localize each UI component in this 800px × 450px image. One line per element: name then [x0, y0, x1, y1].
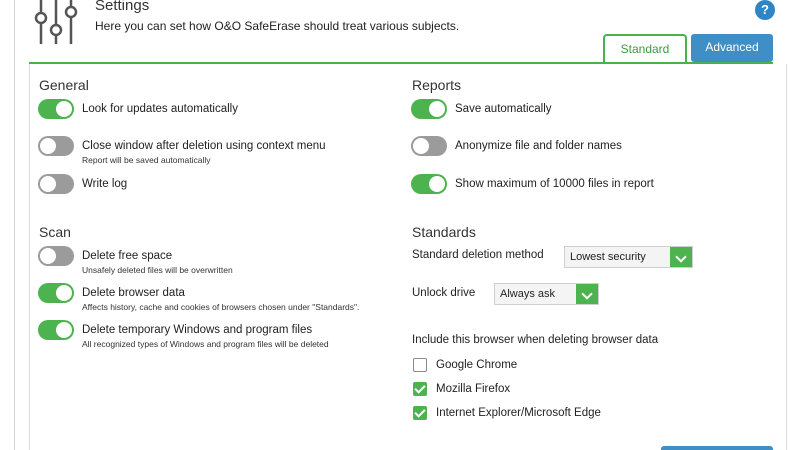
checkbox[interactable] [413, 406, 427, 420]
setting-hint: Unsafely deleted files will be overwritten [82, 265, 233, 275]
setting-label: Save automatically [455, 103, 552, 115]
checkbox[interactable] [413, 382, 427, 396]
section-title-general: General [39, 77, 89, 93]
setting-delete-free-space [38, 246, 233, 275]
settings-panel [29, 64, 787, 450]
setting-label: Close window after deletion using context menu [82, 140, 326, 152]
toggle-switch[interactable] [38, 246, 74, 266]
toggle-knob [56, 285, 72, 301]
toggle-switch[interactable] [411, 99, 447, 119]
setting-label: Delete free space [82, 250, 173, 262]
toggle-knob [40, 176, 56, 192]
checkbox-label: Google Chrome [436, 359, 518, 371]
setting-close-window [38, 136, 326, 165]
toggle-switch[interactable] [411, 174, 447, 194]
checkbox-label: Mozilla Firefox [436, 383, 511, 395]
browser-option-chrome[interactable] [413, 358, 517, 372]
setting-label: Show maximum of 10000 files in report [455, 178, 654, 190]
toggle-knob [40, 248, 56, 264]
setting-label: Delete temporary Windows and program files [82, 324, 313, 336]
toggle-switch[interactable] [38, 283, 74, 303]
setting-label: Anonymize file and folder names [455, 140, 622, 152]
toggle-knob [56, 101, 72, 117]
toggle-switch[interactable] [38, 320, 74, 340]
toggle-knob [429, 101, 445, 117]
deletion-method-select[interactable] [564, 246, 693, 268]
sliders-icon [31, 0, 81, 48]
page-subtitle: Here you can set how O&O SafeErase should treat various subjects. [95, 19, 460, 33]
bottom-action-button[interactable] [661, 446, 773, 450]
setting-hint: Report will be saved automatically [82, 155, 211, 165]
browser-option-firefox[interactable] [413, 382, 510, 396]
checkbox-label: Internet Explorer/Microsoft Edge [436, 407, 601, 419]
setting-anonymize-names [411, 136, 622, 156]
chevron-down-icon [670, 247, 692, 267]
browsers-label: Include this browser when deleting browser data [412, 334, 659, 346]
toggle-knob [429, 176, 445, 192]
deletion-method-label: Standard deletion method [412, 249, 544, 261]
toggle-switch[interactable] [38, 136, 74, 156]
setting-label: Delete browser data [82, 287, 185, 299]
toggle-switch[interactable] [38, 99, 74, 119]
setting-write-log [38, 174, 127, 194]
setting-delete-temp-files [38, 320, 329, 349]
setting-hint: Affects history, cache and cookies of browsers chosen under "Standards". [82, 302, 360, 312]
toggle-switch[interactable] [411, 136, 447, 156]
toggle-knob [40, 138, 56, 154]
unlock-drive-select[interactable] [494, 283, 599, 305]
toggle-knob [56, 322, 72, 338]
setting-hint: All recognized types of Windows and program files will be deleted [82, 339, 329, 349]
setting-show-max-files [411, 174, 654, 194]
section-title-standards: Standards [412, 224, 476, 240]
chevron-down-icon [576, 284, 598, 304]
page-title: Settings [95, 0, 150, 14]
section-title-scan: Scan [39, 224, 71, 240]
help-icon[interactable]: ? [755, 0, 775, 20]
tab-standard[interactable]: Standard [603, 34, 687, 64]
toggle-switch[interactable] [38, 174, 74, 194]
tab-advanced[interactable]: Advanced [691, 34, 773, 62]
unlock-drive-label: Unlock drive [412, 287, 476, 299]
browser-option-edge[interactable] [413, 406, 601, 420]
checkbox[interactable] [413, 358, 427, 372]
select-value: Lowest security [570, 251, 646, 263]
settings-window [14, 0, 800, 450]
setting-save-automatically [411, 99, 552, 119]
setting-label: Look for updates automatically [82, 103, 238, 115]
setting-label: Write log [82, 178, 128, 190]
toggle-knob [413, 138, 429, 154]
select-value: Always ask [500, 288, 556, 300]
section-title-reports: Reports [412, 77, 462, 93]
setting-look-for-updates [38, 99, 238, 119]
setting-delete-browser-data [38, 283, 359, 312]
